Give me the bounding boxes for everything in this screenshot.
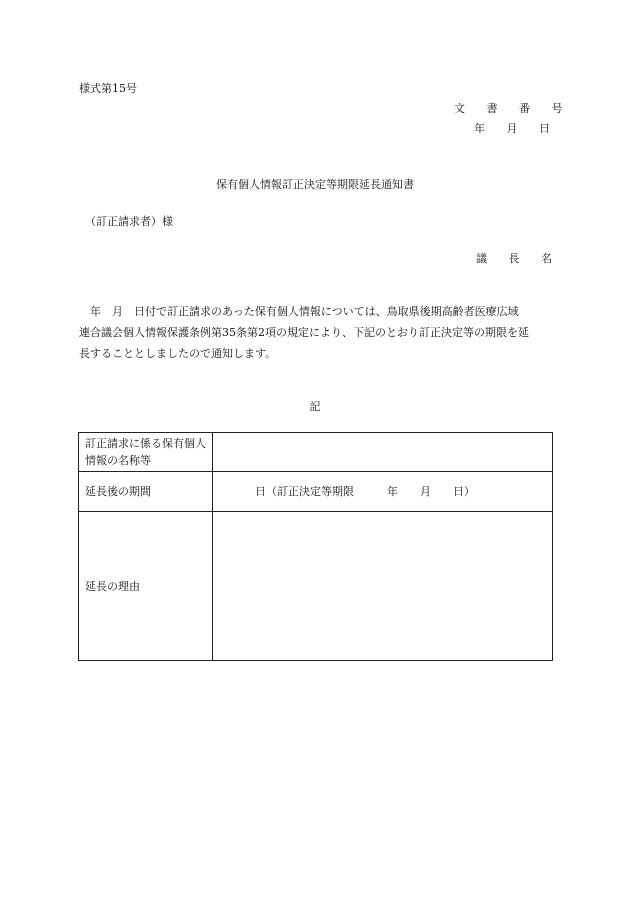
row-value-info-name[interactable] <box>213 433 553 472</box>
ki-heading: 記 <box>309 400 321 413</box>
body-line-2: 連合議会個人情報保護条例第35条第2項の規定により、下記のとおり訂正決定等の期限を延 <box>79 326 529 339</box>
document-date-label: 年 月 日 <box>474 122 559 135</box>
row-label-extension-reason: 延長の理由 <box>79 512 213 661</box>
body-line-1: 年 月 日付で訂正請求のあった保有個人情報については、鳥取県後期高齢者医療広域 <box>90 305 519 318</box>
notice-body <box>79 301 551 364</box>
table-row <box>79 433 553 472</box>
body-line-3: 長することとしましたので通知します。 <box>79 347 277 360</box>
details-table <box>78 432 553 661</box>
row-value-extension-reason[interactable] <box>213 512 553 661</box>
document-number-label: 文 書 番 号 <box>454 102 572 115</box>
addressee: （訂正請求者）様 <box>85 215 173 228</box>
row-label-extended-period: 延長後の期間 <box>79 472 213 512</box>
table-row <box>79 512 553 661</box>
row-value-extended-period[interactable]: 日（訂正決定等期限 年 月 日） <box>213 472 553 512</box>
table-row <box>79 472 553 512</box>
document-title: 保有個人情報訂正決定等期限延長通知書 <box>216 178 414 191</box>
sender-name: 議 長 名 <box>476 252 561 265</box>
row-label-info-name: 訂正請求に係る保有個人情報の名称等 <box>79 433 213 472</box>
form-number: 様式第15号 <box>79 82 137 95</box>
